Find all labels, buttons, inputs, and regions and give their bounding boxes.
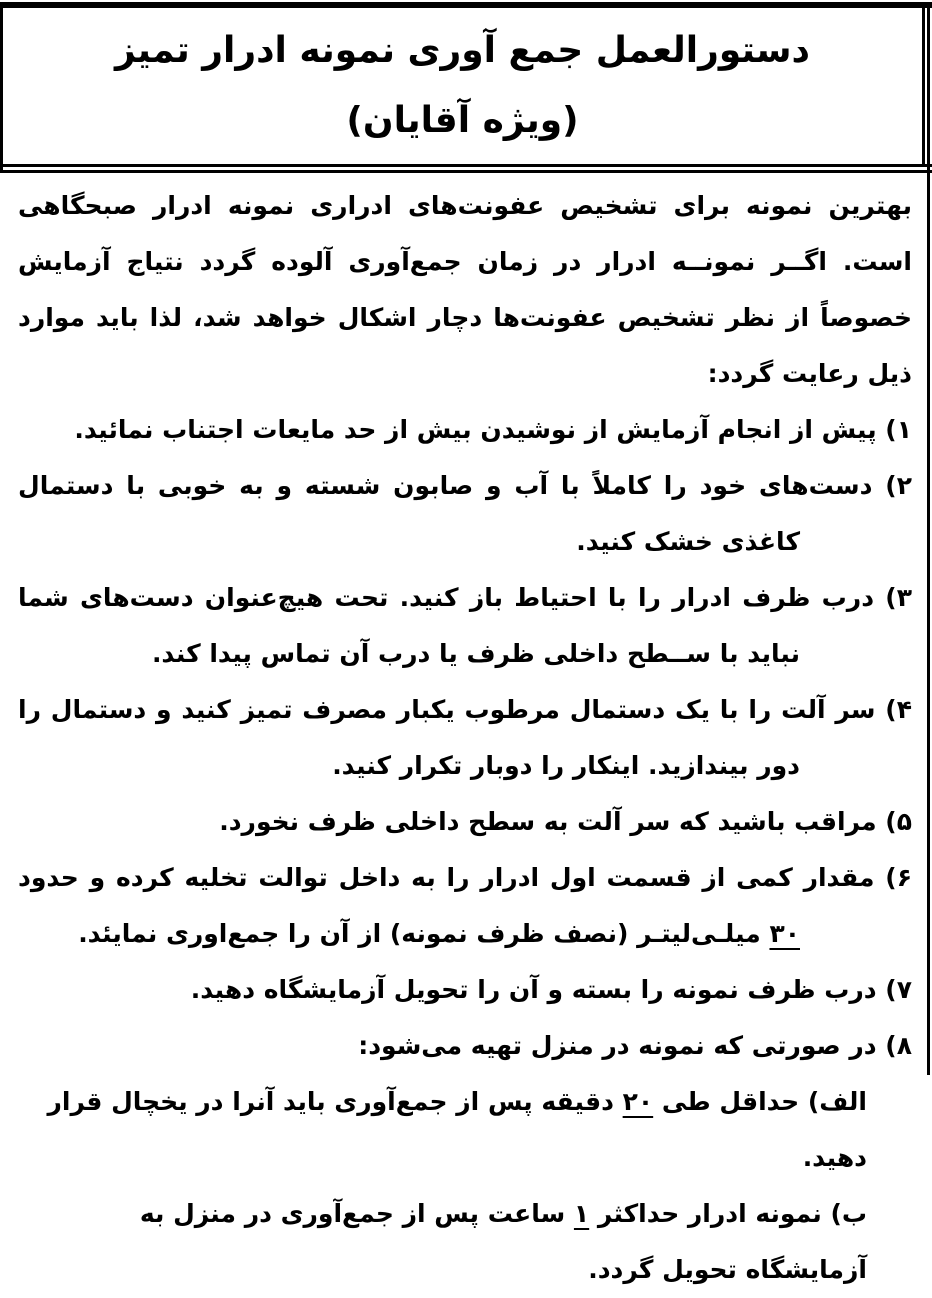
document-title-box — [3, 8, 922, 164]
instruction-item-2: ۲) دست‌های خود را کاملاً با آب و صابون شسته و به خوبی با دستمال کاغذی خشک کنید. — [18, 471, 912, 556]
instruction-item-1: ۱) پیش از انجام آزمایش از نوشیدن بیش از حد مایعات اجتناب نمائید. — [74, 415, 912, 444]
instruction-item-7: ۷) درب ظرف نمونه را بسته و آن را تحویل آزمایشگاه دهید. — [190, 975, 912, 1004]
title-box-border-right — [922, 8, 925, 164]
intro-paragraph: بهترین نمونه برای تشخیص عفونت‌های ادراری نمونه ادرار صبحگاهی است. اگــر نمونــه ادرار در زمان جمع‌آوری آلوده گردد نتیاج آزمایش خصوصاً از نظر تشخیص عفونت‌ها دچار اشکال خواهد شد، لذا باید موارد ذیل رعایت گردد: — [18, 191, 912, 388]
instruction-item-8: ۸) در صورتی که نمونه در منزل تهیه می‌شود: — [358, 1031, 912, 1060]
instruction-subitem-alef — [18, 1074, 912, 1186]
subitem-alef-underlined-number: ۲۰ — [622, 1087, 654, 1116]
subitem-be-text-after: ساعت پس از جمع‌آوری در منزل به آزمایشگاه تحویل گردد. — [139, 1199, 867, 1284]
instruction-item-4: ۴) سر آلت را با یک دستمال مرطوب یکبار مصرف تمیز کنید و دستمال را دور بیندازید. اینکار را دوبار تکرار کنید. — [18, 695, 912, 780]
subitem-be-text-before: ب) نمونه ادرار حداکثر — [589, 1199, 867, 1228]
subitem-alef-text-after: دقیقه پس از جمع‌آوری باید آنرا در یخچال قرار دهید. — [47, 1087, 867, 1172]
page-border-right — [927, 2, 930, 1075]
title-divider-double-line — [0, 164, 932, 173]
instruction-item-5: ۵) مراقب باشید که سر آلت به سطح داخلی ظرف نخورد. — [219, 807, 912, 836]
instruction-subitem-be — [18, 1186, 912, 1298]
instruction-item-3: ۳) درب ظرف ادرار را با احتیاط باز کنید. تحت هیچ‌عنوان دست‌های شما نباید با ســطح داخلی ظرف یا درب آن تماس پیدا کند. — [18, 583, 912, 668]
item-6-underlined-number: ۳۰ — [769, 919, 800, 948]
subitem-alef-text-before: الف) حداقل طی — [653, 1087, 867, 1116]
instruction-item-6 — [18, 850, 912, 962]
item-6-text-before: ۶) مقدار کمی از قسمت اول ادرار را به داخل توالت تخلیه کرده و حدود — [18, 863, 912, 892]
document-body — [18, 178, 912, 1298]
document-title-line-2: (ویژه آقایان) — [346, 100, 579, 141]
item-6-text-after: میلـی‌لیتـر (نصف ظرف نمونه) از آن را جمع‌اوری نمایئد. — [78, 919, 770, 948]
document-title-line-1: دستورالعمل جمع آوری نمونه ادرار تمیز — [115, 30, 811, 71]
subitem-be-underlined-number: ۱ — [573, 1199, 590, 1228]
